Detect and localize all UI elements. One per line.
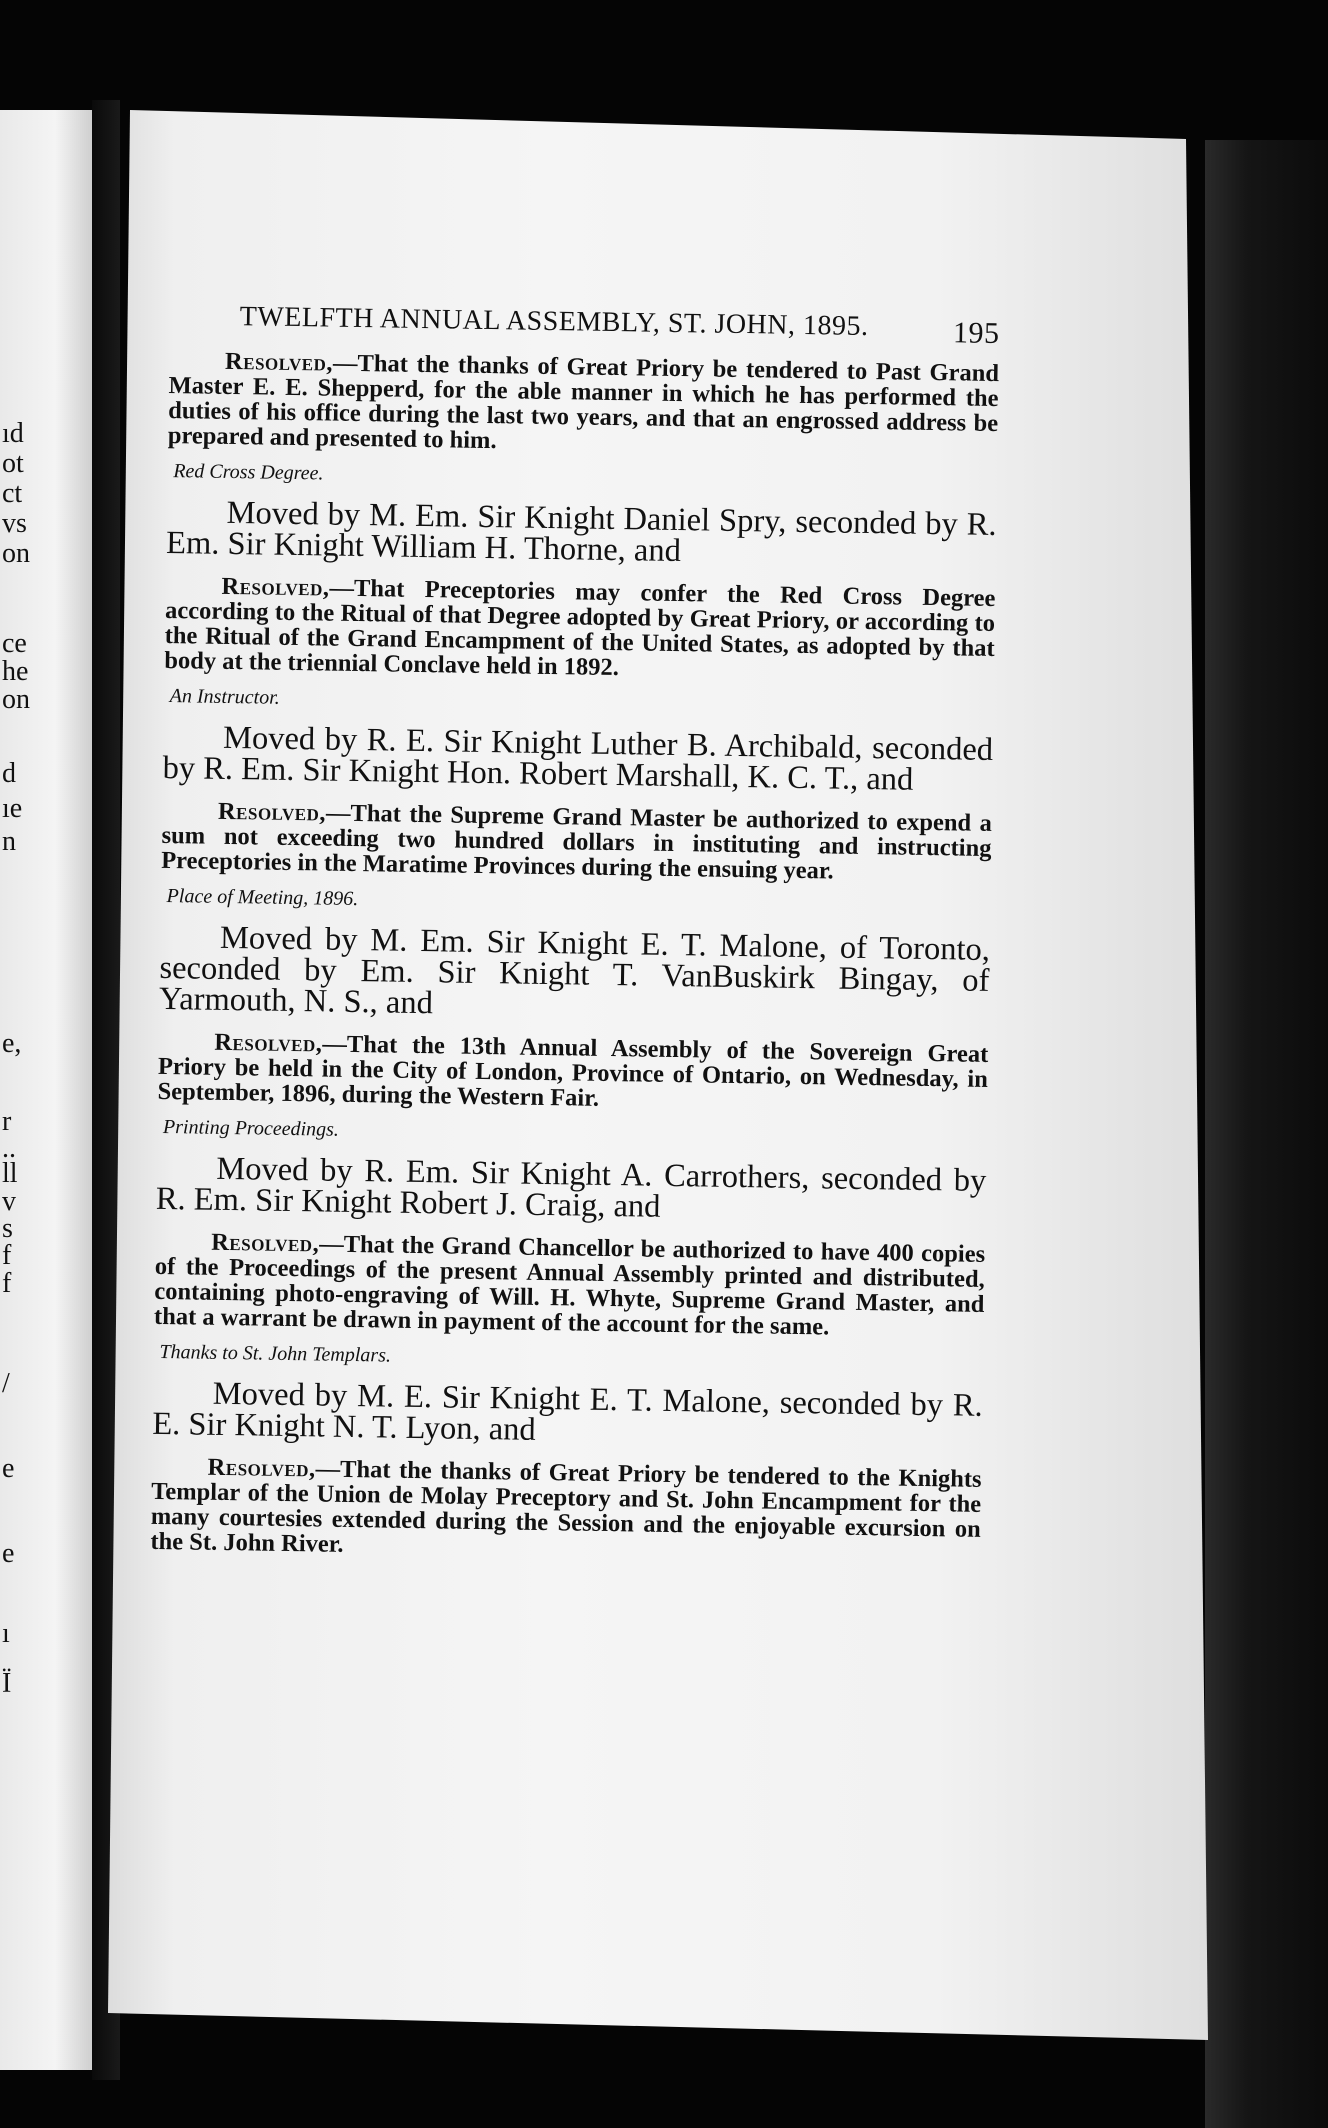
facing-page-fragment: ıd — [2, 418, 24, 449]
resolution-paragraph — [168, 348, 999, 461]
section-heading: Red Cross Degree. — [173, 460, 324, 485]
facing-page-fragment: v — [2, 1186, 16, 1217]
facing-page-fragment: e — [2, 1453, 15, 1484]
section-heading: Place of Meeting, 1896. — [166, 885, 359, 911]
resolution-text: —That Preceptories may confer the Red Cross Degree according to the Ritual of that Degree adopted by Great Priory, or according to the Ritual of the Grand Encampment of the United States, as adopted by that body at the triennial Conclave held in 1892. — [164, 574, 996, 682]
resolved-label: Resolved, — [221, 572, 330, 602]
facing-page-fragment: e — [2, 1538, 15, 1569]
resolved-label: Resolved, — [210, 1228, 320, 1258]
facing-page-fragment: ı — [2, 1618, 10, 1649]
facing-page-fragment: s — [2, 1213, 13, 1244]
resolved-label: Resolved, — [217, 797, 327, 827]
resolved-label: Resolved, — [224, 347, 334, 377]
book-page-edges — [1205, 140, 1328, 2128]
facing-page-fragment: on — [2, 684, 30, 715]
facing-page-fragment: ce — [2, 628, 27, 659]
resolution-paragraph — [154, 1229, 985, 1342]
motion-paragraph: Moved by R. E. Sir Knight Luther B. Archibald, seconded by R. Em. Sir Knight Hon. Robert Marshall, K. C. T., and — [162, 719, 994, 798]
facing-page-fragment: Ϊ — [2, 1668, 12, 1699]
facing-page-fragment: f — [2, 1268, 12, 1299]
resolved-label: Resolved, — [207, 1453, 316, 1483]
resolution-paragraph — [157, 1029, 988, 1117]
facing-page-edge — [0, 110, 92, 2070]
resolution-text: —That the Grand Chancellor be authorized to have 400 copies of the Proceedings of the present Annual Assembly printed and distributed, containing photo-engraving of Will. H. Whyte, Supreme Grand Master, and that a warrant be drawn in payment of the account for the same. — [153, 1230, 986, 1341]
motion-paragraph: Moved by M. Em. Sir Knight E. T. Malone, of Toronto, seconded by Em. Sir Knight T. VanBuskirk Bingay, of Yarmouth, N. S., and — [158, 919, 991, 1022]
facing-page-fragment: / — [2, 1368, 10, 1399]
facing-page-fragment: .. — [2, 1133, 16, 1164]
facing-page-fragment: e, — [2, 1028, 22, 1059]
resolved-label: Resolved, — [214, 1028, 323, 1058]
resolution-text: —That the thanks of Great Priory be tendered to the Knights Templar of the Union de Molay Preceptory and St. John Encampment for the many courtesies extended during the Session and the enjoyable excursion on the St. John River. — [150, 1455, 982, 1558]
facing-page-fragment: he — [2, 656, 29, 687]
page-number: 195 — [952, 316, 1000, 351]
motion-paragraph: Moved by M. E. Sir Knight E. T. Malone, seconded by R. E. Sir Knight N. T. Lyon, and — [152, 1375, 984, 1448]
resolution-text: —That the Supreme Grand Master be authorized to expend a sum not exceeding two hundred dollars in instituting and instructing Preceptories in the Maratime Provinces during the ensuing year. — [160, 799, 993, 885]
facing-page-fragment: ıe — [2, 793, 23, 824]
motion-paragraph: Moved by M. Em. Sir Knight Daniel Spry, seconded by R. Em. Sir Knight William H. Thorne, and — [165, 494, 997, 570]
facing-page-fragment: ot — [2, 448, 24, 479]
facing-page-fragment: n — [2, 826, 16, 857]
facing-page-fragment: vs — [2, 508, 27, 539]
facing-page-fragment: r — [2, 1106, 12, 1137]
motion-paragraph: Moved by R. Em. Sir Knight A. Carrothers, seconded by R. Em. Sir Knight Robert J. Craig, and — [155, 1150, 987, 1225]
resolution-text: —That the thanks of Great Priory be tendered to Past Grand Master E. E. Shepperd, for the able manner in which he has performed the duties of his office during the last two years, and that an engrossed address be prepared and presented to him. — [167, 349, 1000, 455]
resolution-text: —That the 13th Annual Assembly of the Sovereign Great Priory be held in the City of London, Province of Ontario, on Wednesday, in September, 1896, during the Western Fair. — [157, 1030, 989, 1112]
facing-page-fragment: d — [2, 758, 16, 789]
section-heading: Printing Proceedings. — [162, 1115, 340, 1141]
resolution-paragraph — [161, 798, 992, 886]
facing-page-fragment: f — [2, 1240, 12, 1271]
resolution-paragraph — [164, 573, 995, 686]
facing-page-fragment: on — [2, 538, 30, 569]
section-heading: Thanks to St. John Templars. — [159, 1340, 392, 1367]
facing-page-fragment: ct — [2, 478, 23, 509]
running-title: TWELFTH ANNUAL ASSEMBLY, ST. JOHN, 1895. — [239, 301, 869, 342]
page-content — [150, 300, 1000, 1567]
facing-page-fragment: ll — [2, 1158, 18, 1189]
resolution-paragraph — [150, 1454, 981, 1567]
section-heading: An Instructor. — [169, 685, 280, 709]
